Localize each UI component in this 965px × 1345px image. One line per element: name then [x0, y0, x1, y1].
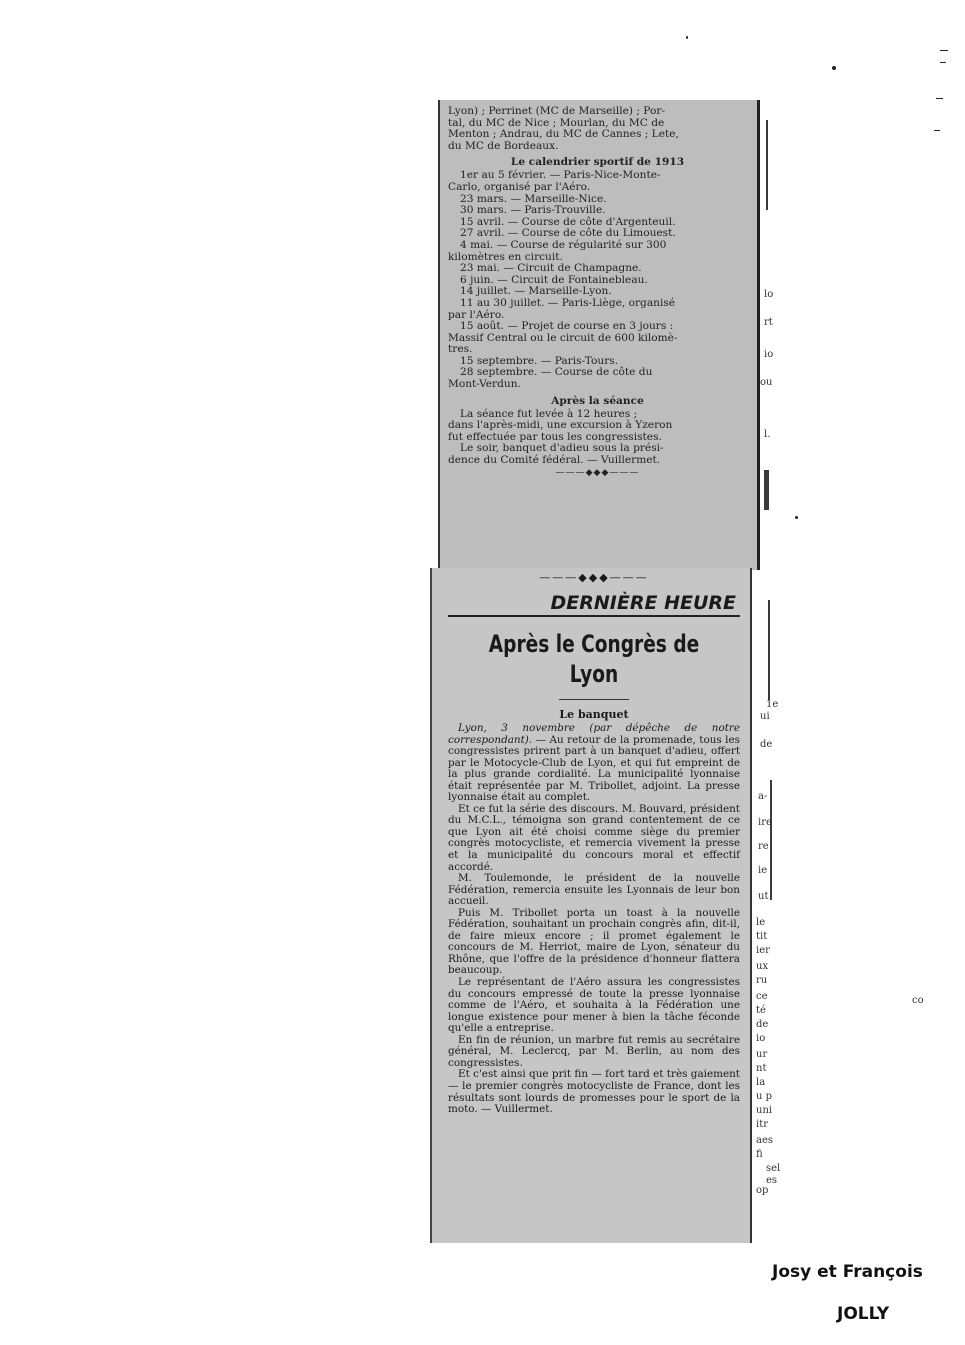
- dateline: Lyon, 3 novembre (par dépêche de notre correspondant).: [448, 722, 740, 746]
- credit-names: Josy et François: [772, 1262, 923, 1282]
- credit-surname: JOLLY: [837, 1304, 890, 1324]
- neighbor-column-fragment: lo: [764, 289, 774, 300]
- neighbor-column-fragment: l.: [764, 429, 771, 440]
- calendar-list: [448, 170, 747, 390]
- headline-rule: [559, 699, 629, 700]
- calendar-line: 23 mars. — Marseille-Nice.: [460, 192, 607, 205]
- neighbor-column-fragment: io: [756, 1033, 766, 1044]
- calendar-line: Carlo, organisé par l'Aéro.: [448, 180, 591, 193]
- top-ornament: ———◆◆◆———: [539, 571, 649, 584]
- article-subheading: Le banquet: [559, 708, 629, 721]
- calendar-line: 27 avril. — Course de côte du Limouest.: [460, 227, 676, 240]
- neighbor-column-fragment: op: [756, 1185, 769, 1196]
- neighbor-column-fragment: ut: [758, 891, 769, 902]
- rubric-title: DERNIÈRE HEURE: [448, 591, 740, 617]
- calendar-line: 4 mai. — Course de régularité sur 300: [460, 238, 667, 251]
- neighbor-column-fragment: le: [756, 917, 766, 928]
- neighbor-column-fragment: tit: [756, 931, 768, 942]
- article-headline: Après le Congrès de Lyon: [488, 630, 700, 688]
- after-session-heading: Après la séance: [551, 394, 644, 407]
- paragraph: En fin de réunion, un marbre fut remis au secrétaire général, M. Leclercq, par M. Berlin, au nom des congressistes.: [448, 1033, 740, 1069]
- neighbor-column-fragment: de: [756, 1019, 769, 1030]
- paragraph: M. Toulemonde, le président de la nouvelle Fédération, remercia ensuite les Lyonnais de leur bon accueil.: [448, 872, 740, 908]
- calendar-heading: Le calendrier sportif de 1913: [510, 156, 685, 169]
- neighbor-column-fragment: u p: [756, 1091, 773, 1102]
- calendar-line: par l'Aéro.: [448, 308, 505, 321]
- end-ornament: ———◆◆◆———: [555, 467, 640, 478]
- paragraph-text: — Au retour de la promenade, tous les congressistes prirent part à un banquet d'adieu, offert par le Motocycle-Club de Lyon, et qui fut empreint de la plus grande cordialité. La municipalité lyonnaise était représentée par M. Tribollet, adjoint. La presse lyonnaise était au complet.: [448, 733, 740, 804]
- text-line: Le soir, banquet d'adieu sous la prési-: [460, 442, 664, 455]
- neighbor-column-fragment: re: [758, 841, 769, 852]
- neighbor-column-fragment: 1e: [766, 699, 779, 710]
- neighbor-column-fragment: co: [912, 995, 924, 1006]
- neighbor-column-fragment: ur: [756, 1049, 768, 1060]
- neighbor-column-fragment: sel: [766, 1163, 781, 1174]
- article-body: [448, 723, 740, 1116]
- scan-speck: [940, 50, 948, 51]
- calendar-line: 1er au 5 février. — Paris-Nice-Monte-: [460, 169, 661, 182]
- neighbor-column-fragment: es: [766, 1175, 778, 1186]
- neighbor-column-fragment: ce: [756, 991, 768, 1002]
- calendar-line: 14 juillet. — Marseille-Lyon.: [460, 285, 612, 298]
- paragraph: Puis M. Tribollet porta un toast à la nouvelle Fédération, souhaitant un prochain congrès afin, dit-il, de faire mieux encore ; il promet également le concours de M. Herriot, maire de Lyon, sénateur du Rhône, que l'offre de la présidence d'honneur flattera beaucoup.: [448, 906, 740, 977]
- neighbor-column-fragment: rt: [764, 317, 773, 328]
- text-line: fut effectuée par tous les congressistes.: [448, 430, 662, 443]
- opening-paragraph: [448, 106, 747, 152]
- neighbor-column-fragment: itr: [756, 1119, 768, 1130]
- neighbor-column-fragment: ou: [760, 377, 773, 388]
- calendar-line: Mont-Verdun.: [448, 378, 521, 391]
- neighbor-column-fragment: fi: [756, 1149, 763, 1160]
- neighbor-column-fragment: té: [756, 1005, 766, 1016]
- paragraph: Et ce fut la série des discours. M. Bouvard, président du M.C.L., témoigna son grand contentement de ce que Lyon ait été choisi comme siège du premier congrès motocycliste, et remercia vivement la presse et la municipalité du concours moral et effectif accordé.: [448, 802, 740, 873]
- after-session-paragraph: [448, 409, 747, 467]
- neighbor-column-fragment: ie: [758, 865, 768, 876]
- neighbor-column-fragment: uni: [756, 1105, 773, 1116]
- neighbor-column-fragment: nt: [756, 1063, 767, 1074]
- paragraph: Et c'est ainsi que prit fin — fort tard et très gaiement — le premier congrès motocycliste de France, dont les résultats sont lourds de promesses pour le sport de la moto. — Vuillermet.: [448, 1068, 740, 1116]
- calendar-line: 6 juin. — Circuit de Fontainebleau.: [460, 273, 648, 286]
- calendar-line: 28 septembre. — Course de côte du: [460, 366, 653, 379]
- scan-speck: [795, 516, 798, 519]
- scan-speck: [686, 36, 688, 39]
- column-edge-mark: [766, 120, 768, 210]
- neighbor-column-fragment: a-: [758, 791, 768, 802]
- neighbor-column-fragment: de: [760, 739, 773, 750]
- scan-speck: [832, 66, 836, 70]
- neighbor-column-fragment: la: [756, 1077, 766, 1088]
- text-line: Lyon) ; Perrinet (MC de Marseille) ; Por-: [448, 105, 666, 117]
- neighbor-column-fragment: io: [764, 349, 774, 360]
- neighbor-column-fragment: ier: [756, 945, 770, 956]
- calendar-line: 15 avril. — Course de côte d'Argenteuil.: [460, 215, 676, 228]
- scan-speck: [934, 130, 940, 131]
- text-line: La séance fut levée à 12 heures ;: [460, 407, 638, 420]
- calendar-line: 15 septembre. — Paris-Tours.: [460, 354, 619, 367]
- column-edge-mark: [768, 600, 770, 700]
- paragraph: Le représentant de l'Aéro assura les congressistes du concours empressé de toute la presse lyonnaise comme de l'Aéro, et souhaita à la Fédération une longue existence pour mener à bien la tâche féconde qu'elle a entreprise.: [448, 976, 740, 1035]
- calendar-line: Massif Central ou le circuit de 600 kilomè-: [448, 331, 678, 344]
- neighbor-column-fragment: ux: [756, 961, 769, 972]
- calendar-line: kilomètres en circuit.: [448, 250, 563, 263]
- text-line: du MC de Bordeaux.: [448, 139, 559, 152]
- calendar-line: 15 août. — Projet de course en 3 jours :: [460, 320, 674, 333]
- column-edge-mark: [770, 780, 772, 900]
- scan-speck: [940, 62, 946, 63]
- calendar-line: 30 mars. — Paris-Trouville.: [460, 204, 606, 217]
- calendar-line: 11 au 30 juillet. — Paris-Liège, organisé: [460, 296, 676, 309]
- paragraph: [448, 723, 740, 804]
- newspaper-clipping-top: [438, 100, 760, 570]
- newspaper-clipping-bottom: [430, 568, 752, 1243]
- text-line: dans l'après-midi, une excursion à Yzeron: [448, 419, 673, 432]
- text-line: dence du Comité fédéral. — Vuillermet.: [448, 454, 661, 467]
- text-line: tal, du MC de Nice ; Mourlan, du MC de: [448, 116, 665, 129]
- neighbor-column-fragment: ru: [756, 975, 768, 986]
- scan-speck: [936, 98, 943, 99]
- neighbor-column-fragment: aes: [756, 1135, 774, 1146]
- calendar-line: tres.: [448, 343, 473, 356]
- calendar-line: 23 mai. — Circuit de Champagne.: [460, 262, 642, 275]
- column-edge-mark: [764, 470, 769, 510]
- neighbor-column-fragment: ui: [760, 711, 770, 722]
- text-line: Menton ; Andrau, du MC de Cannes ; Lete,: [448, 128, 679, 141]
- neighbor-column-fragment: ire: [758, 817, 772, 828]
